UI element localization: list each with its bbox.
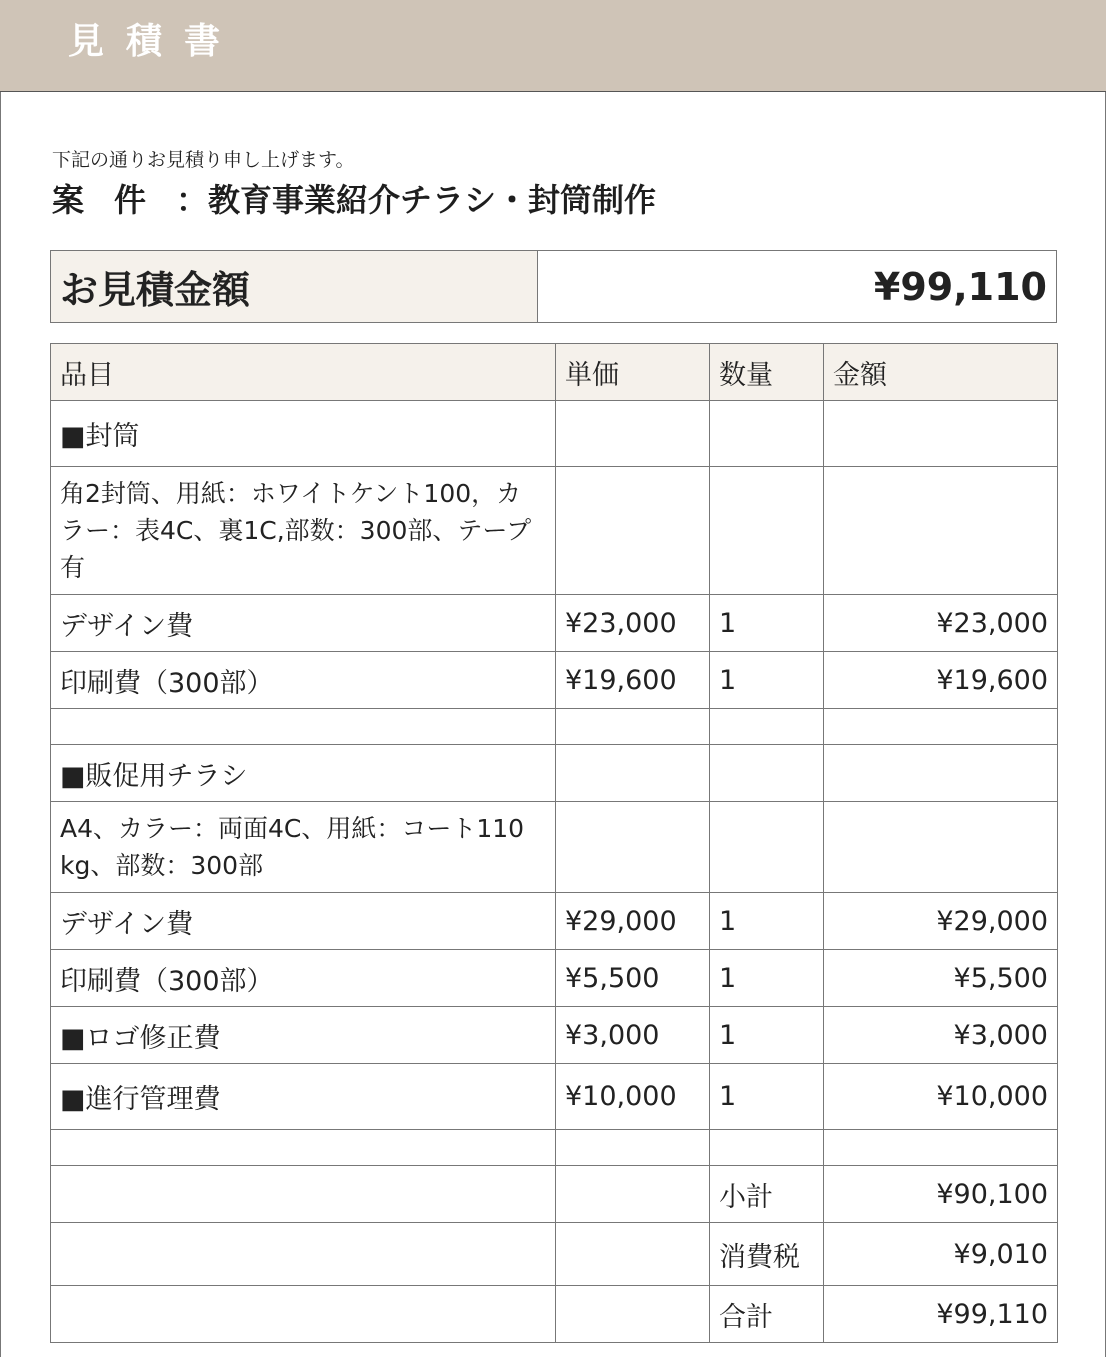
- table-row: [51, 802, 1058, 893]
- line-items-table: [50, 343, 1058, 1343]
- unit-price-cell: ¥5,500: [556, 950, 710, 1007]
- estimate-total-label: お見積金額: [51, 251, 538, 322]
- grand-total-label: 合計: [710, 1286, 824, 1343]
- item-cell: ■ロゴ修正費: [51, 1007, 556, 1064]
- item-cell: ■販促用チラシ: [51, 745, 556, 802]
- quantity-cell: [710, 802, 824, 893]
- quantity-cell: [710, 745, 824, 802]
- amount-cell: [824, 1130, 1058, 1166]
- item-cell: 印刷費（300部）: [51, 652, 556, 709]
- header-unit-price: 単価: [556, 344, 710, 401]
- table-row: [51, 950, 1058, 1007]
- table-header-row: [51, 344, 1058, 401]
- table-row: [51, 595, 1058, 652]
- quantity-cell: 1: [710, 1007, 824, 1064]
- table-row: [51, 893, 1058, 950]
- project-name: 教育事業紹介チラシ・封筒制作: [208, 181, 657, 219]
- unit-price-cell: ¥3,000: [556, 1007, 710, 1064]
- amount-cell: ¥3,000: [824, 1007, 1058, 1064]
- amount-cell: ¥19,600: [824, 652, 1058, 709]
- quantity-cell: 1: [710, 595, 824, 652]
- item-cell: [51, 1130, 556, 1166]
- table-row: [51, 709, 1058, 745]
- header-quantity: 数量: [710, 344, 824, 401]
- grand-total-value: ¥99,110: [824, 1286, 1058, 1343]
- table-row: [51, 1064, 1058, 1130]
- quantity-cell: [710, 1130, 824, 1166]
- subtotal-value: ¥90,100: [824, 1166, 1058, 1223]
- item-description-cell: A4、カラー：両面4C、用紙：コート110 kg、部数：300部: [51, 802, 556, 893]
- table-row: [51, 1130, 1058, 1166]
- quantity-cell: [710, 467, 824, 595]
- unit-price-cell: ¥29,000: [556, 893, 710, 950]
- estimate-total-value: ¥99,110: [873, 264, 1047, 309]
- quantity-cell: 1: [710, 1064, 824, 1130]
- unit-price-cell: [556, 802, 710, 893]
- document-header: [0, 0, 1106, 92]
- frame-border-left: [0, 92, 1, 1357]
- table-row: [51, 1007, 1058, 1064]
- amount-cell: ¥23,000: [824, 595, 1058, 652]
- table-row: [51, 401, 1058, 467]
- item-cell: デザイン費: [51, 893, 556, 950]
- tax-label: 消費税: [710, 1223, 824, 1286]
- unit-price-cell: [556, 467, 710, 595]
- quantity-cell: 1: [710, 950, 824, 1007]
- quantity-cell: 1: [710, 893, 824, 950]
- summary-row-subtotal: [51, 1166, 1058, 1223]
- amount-cell: [824, 802, 1058, 893]
- unit-price-cell: [556, 1130, 710, 1166]
- summary-row-tax: [51, 1223, 1058, 1286]
- quantity-cell: 1: [710, 652, 824, 709]
- unit-price-cell: ¥19,600: [556, 652, 710, 709]
- amount-cell: ¥10,000: [824, 1064, 1058, 1130]
- unit-price-cell: ¥10,000: [556, 1064, 710, 1130]
- header-item: 品目: [51, 344, 556, 401]
- item-cell: ■進行管理費: [51, 1064, 556, 1130]
- subtotal-label: 小計: [710, 1166, 824, 1223]
- quantity-cell: [710, 709, 824, 745]
- unit-price-cell: ¥23,000: [556, 595, 710, 652]
- quantity-cell: [710, 401, 824, 467]
- item-cell: [51, 709, 556, 745]
- amount-cell: ¥29,000: [824, 893, 1058, 950]
- unit-price-cell: [556, 709, 710, 745]
- item-cell: 印刷費（300部）: [51, 950, 556, 1007]
- amount-cell: [824, 709, 1058, 745]
- project-separator: ：: [176, 181, 209, 219]
- item-description-cell: 角2封筒、用紙：ホワイトケント100，カラー：表4C、裏1C,部数：300部、テープ有: [51, 467, 556, 595]
- amount-cell: [824, 467, 1058, 595]
- amount-cell: [824, 745, 1058, 802]
- intro-text: 下記の通りお見積り申し上げます。: [52, 149, 355, 171]
- summary-row-total: [51, 1286, 1058, 1343]
- table-row: [51, 652, 1058, 709]
- project-label: 案件: [52, 181, 177, 219]
- item-cell: デザイン費: [51, 595, 556, 652]
- estimate-total-box: [50, 250, 1057, 323]
- tax-value: ¥9,010: [824, 1223, 1058, 1286]
- document-title: 見積書: [68, 21, 243, 62]
- project-line: [52, 180, 656, 220]
- unit-price-cell: [556, 401, 710, 467]
- header-amount: 金額: [824, 344, 1058, 401]
- item-cell: ■封筒: [51, 401, 556, 467]
- table-row: [51, 467, 1058, 595]
- table-row: [51, 745, 1058, 802]
- unit-price-cell: [556, 745, 710, 802]
- amount-cell: [824, 401, 1058, 467]
- amount-cell: ¥5,500: [824, 950, 1058, 1007]
